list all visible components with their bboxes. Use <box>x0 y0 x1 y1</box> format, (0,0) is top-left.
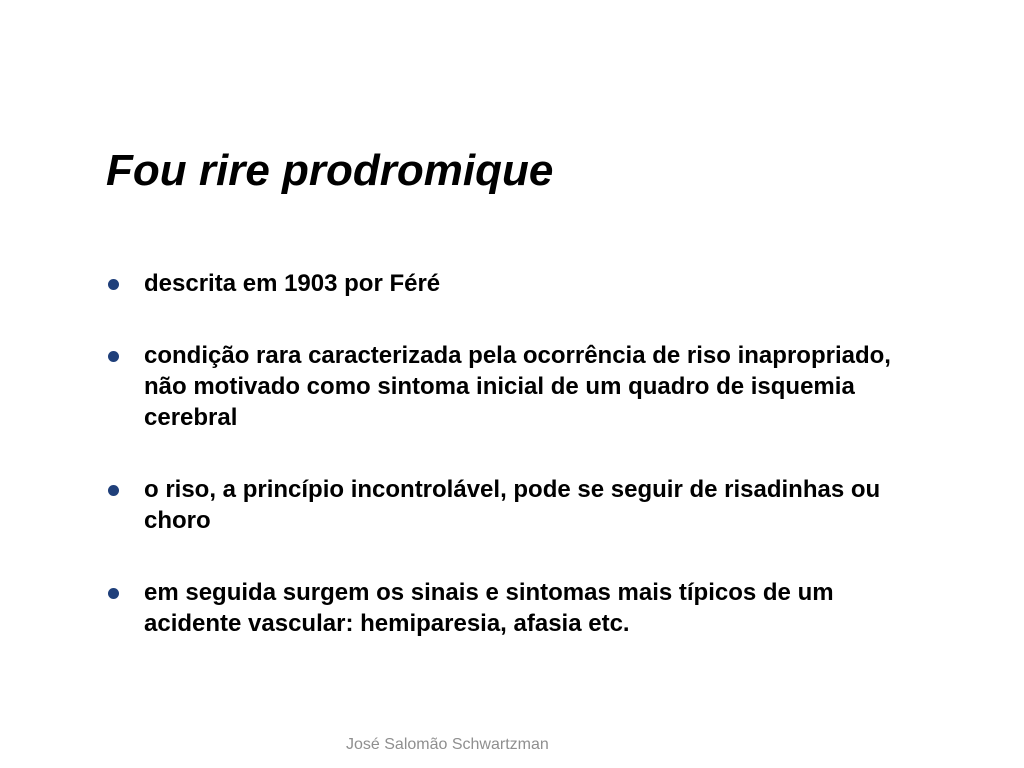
bullet-text: condição rara caracterizada pela ocorrência de riso inapropriado, não motivado como sintoma inicial de um quadro de isquemia cerebral <box>144 342 891 431</box>
bullet-dot-icon <box>108 279 119 290</box>
bullet-text: o riso, a princípio incontrolável, pode se seguir de risadinhas ou choro <box>144 476 881 534</box>
bullet-item <box>106 340 926 433</box>
footer-author: José Salomão Schwartzman <box>346 736 549 753</box>
bullet-list <box>106 268 926 680</box>
bullet-item <box>106 577 926 639</box>
bullet-item <box>106 474 926 536</box>
bullet-dot-icon <box>108 588 119 599</box>
bullet-dot-icon <box>108 485 119 496</box>
bullet-text: descrita em 1903 por Féré <box>144 270 441 297</box>
bullet-text: em seguida surgem os sinais e sintomas mais típicos de um acidente vascular: hemiparesia, afasia etc. <box>144 579 834 637</box>
bullet-item <box>106 268 926 299</box>
bullet-dot-icon <box>108 351 119 362</box>
slide-title: Fou rire prodromique <box>106 146 554 195</box>
